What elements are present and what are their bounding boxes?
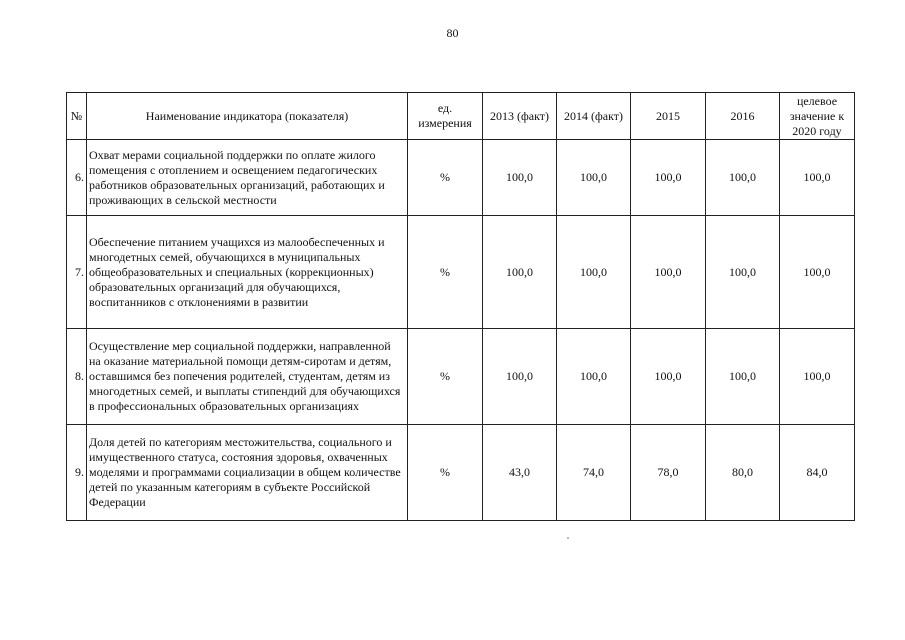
header-indicator-name: Наименование индикатора (показателя) — [87, 93, 408, 140]
value-2015: 100,0 — [631, 216, 706, 329]
value-2014: 100,0 — [557, 216, 631, 329]
row-number: 8. — [67, 329, 87, 425]
value-target: 100,0 — [780, 140, 855, 216]
table-row — [67, 329, 855, 425]
header-2014: 2014 (факт) — [557, 93, 631, 140]
value-2015: 100,0 — [631, 329, 706, 425]
value-2013: 100,0 — [483, 216, 557, 329]
value-2013: 100,0 — [483, 329, 557, 425]
row-number: 6. — [67, 140, 87, 216]
page-number: 80 — [446, 26, 459, 40]
row-number: 9. — [67, 425, 87, 521]
table-row — [67, 425, 855, 521]
row-number: 7. — [67, 216, 87, 329]
value-2016: 100,0 — [706, 329, 780, 425]
table-row — [67, 140, 855, 216]
value-2014: 100,0 — [557, 140, 631, 216]
unit-cell: % — [408, 140, 483, 216]
indicator-name: Охват мерами социальной поддержки по оплате жилого помещения с отоплением и освещением педагогических работников образовательных организаций, работающих и проживающих в сельской местности — [87, 140, 408, 216]
value-2015: 100,0 — [631, 140, 706, 216]
unit-cell: % — [408, 425, 483, 521]
indicator-name: Обеспечение питанием учащихся из малообеспеченных и многодетных семей, обучающихся в муниципальных общеобразовательных и специальных (коррекционных) образовательных организаций для обучающихся, воспитанников с отклонениями в развитии — [87, 216, 408, 329]
value-target: 84,0 — [780, 425, 855, 521]
value-2014: 74,0 — [557, 425, 631, 521]
scan-speck — [567, 537, 569, 539]
header-target-2020: целевое значение к 2020 году — [780, 93, 855, 140]
indicators-table — [66, 92, 855, 521]
value-target: 100,0 — [780, 216, 855, 329]
unit-cell: % — [408, 216, 483, 329]
unit-cell: % — [408, 329, 483, 425]
header-unit: ед. измерения — [408, 93, 483, 140]
value-2016: 100,0 — [706, 140, 780, 216]
header-number: № — [67, 93, 87, 140]
indicator-name: Осуществление мер социальной поддержки, направленной на оказание материальной помощи детям-сиротам и детям, оставшимся без попечения родителей, студентам, детям из многодетных семей, и выплаты стипендий для обучающихся в профессиональных образовательных организациях — [87, 329, 408, 425]
value-2016: 80,0 — [706, 425, 780, 521]
table-row — [67, 216, 855, 329]
value-2013: 100,0 — [483, 140, 557, 216]
indicator-name: Доля детей по категориям местожительства, социального и имущественного статуса, состояния здоровья, охваченных моделями и программами социализации в общем количестве детей по указанным категориям в субъекте Российской Федерации — [87, 425, 408, 521]
table-header-row — [67, 93, 855, 140]
value-2014: 100,0 — [557, 329, 631, 425]
value-2015: 78,0 — [631, 425, 706, 521]
value-target: 100,0 — [780, 329, 855, 425]
header-2013: 2013 (факт) — [483, 93, 557, 140]
value-2013: 43,0 — [483, 425, 557, 521]
header-2016: 2016 — [706, 93, 780, 140]
header-2015: 2015 — [631, 93, 706, 140]
value-2016: 100,0 — [706, 216, 780, 329]
